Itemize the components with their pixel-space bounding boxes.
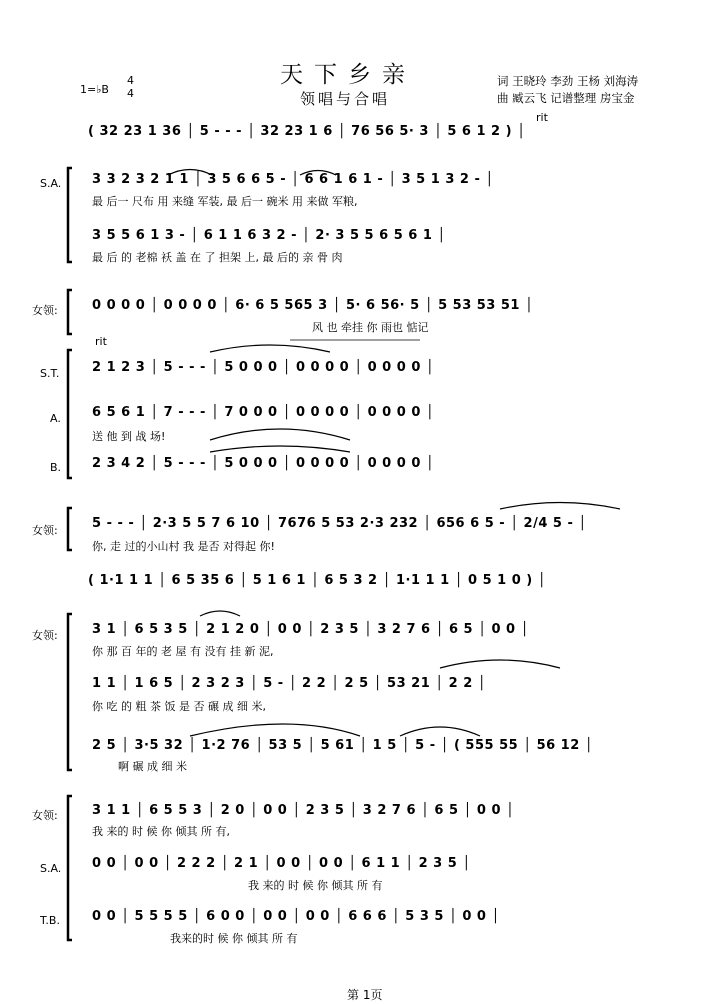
sa-lyrics-line3: 我 来的 时 候 你 倾其 所 有: [248, 879, 383, 892]
bracket-final: [68, 796, 72, 940]
slur-7: [200, 611, 240, 616]
meter-top: 4: [127, 74, 134, 87]
part-label-lead-4: 女领:: [32, 809, 58, 822]
part-label-tb: T.B.: [40, 914, 60, 927]
lead-notes-line2: 5 - - - │ 2·3 5 5 7 6 10 │ 7676 5 53 2·3 232 │ 656 6 5 - │ 2/4 5 - │: [92, 516, 587, 531]
slur-2: [300, 171, 336, 176]
b-notes: 2 3 4 2 │ 5 - - - │ 5 0 0 0 │ 0 0 0 0 │ 0 0 0 0 │: [92, 456, 435, 471]
slur-6: [500, 503, 620, 510]
intro-line: ( 32 23 1 36 │ 5 - - - │ 32 23 1 6 │ 76 56 5· 3 │ 5 6 1 2 ) │: [88, 124, 526, 139]
slur-8: [440, 660, 560, 668]
rit-marking-2: rit: [95, 335, 107, 348]
bracket-lead-3: [68, 614, 72, 770]
slur-4: [210, 429, 350, 440]
sa-lyrics-line2: 最 后 的 老棉 袄 盖 在 了 担架 上, 最 后的 亲 骨 肉: [92, 251, 343, 264]
lead-notes-line1: 0 0 0 0 │ 0 0 0 0 │ 6· 6 5 565 3 │ 5· 6 56· 5 │ 5 53 53 51 │: [92, 298, 534, 313]
page-number: 第 1页: [347, 988, 383, 1002]
slur-9: [190, 724, 360, 736]
sa-lyrics-line1: 最 后一 尺布 用 来缝 军装, 最 后一 碗米 用 来做 军粮,: [92, 195, 358, 208]
lead-notes-line4: 1 1 │ 1 6 5 │ 2 3 2 3 │ 5 - │ 2 2 │ 2 5 │ 53 21 │ 2 2 │: [92, 676, 487, 691]
bracket-lead-2: [68, 508, 72, 550]
part-label-lead: 女领:: [32, 304, 58, 317]
key-signature: 1=♭B: [80, 83, 109, 96]
lead-lyrics-line5: 啊 碾 成 细 米: [118, 760, 187, 773]
sa-notes-line2: 3 5 5 6 1 3 - │ 6 1 1 6 3 2 - │ 2· 3 5 5 6 5 6 1 │: [92, 228, 446, 243]
lead-notes-line5: 2 5 │ 3·5 32 │ 1·2 76 │ 53 5 │ 5 61 │ 1 5 │ 5 - │ ( 555 55 │ 56 12 │: [92, 738, 594, 753]
part-label-sa-2: S.A.: [40, 862, 62, 875]
rit-marking: rit: [536, 111, 548, 124]
bracket-lead-1: [68, 290, 72, 334]
a-notes: 6 5 6 1 │ 7 - - - │ 7 0 0 0 │ 0 0 0 0 │ 0 0 0 0 │: [92, 405, 435, 420]
tb-lyrics: 我来的时 候 你 倾其 所 有: [170, 932, 298, 945]
song-title: 天下乡亲: [280, 62, 416, 88]
lead-notes-line6: 3 1 1 │ 6 5 5 3 │ 2 0 │ 0 0 │ 2 3 5 │ 3 2 7 6 │ 6 5 │ 0 0 │: [92, 803, 515, 818]
part-label-st: S.T.: [40, 367, 60, 380]
lyricist-credit: 词 王晓玲 李劲 王杨 刘海涛: [497, 74, 639, 88]
lead-lyrics-line2: 你, 走 过的小山村 我 是否 对得起 你!: [92, 540, 275, 553]
slur-5: [210, 446, 350, 452]
slur-1: [168, 170, 212, 176]
lead-notes-line3: 3 1 │ 6 5 3 5 │ 2 1 2 0 │ 0 0 │ 2 3 5 │ 3 2 7 6 │ 6 5 │ 0 0 │: [92, 622, 529, 637]
st-notes: 2 1 2 3 │ 5 - - - │ 5 0 0 0 │ 0 0 0 0 │ 0 0 0 0 │: [92, 360, 435, 375]
lead-lyrics-line4: 你 吃 的 粗 茶 饭 是 否 碾 成 细 米,: [92, 700, 266, 713]
part-label-sa: S.A.: [40, 177, 62, 190]
a-lyrics: 送 他 到 战 场!: [92, 430, 166, 443]
tb-notes: 0 0 │ 5 5 5 5 │ 6 0 0 │ 0 0 │ 0 0 │ 6 6 6 │ 5 3 5 │ 0 0 │: [92, 909, 500, 924]
part-label-lead-2: 女领:: [32, 524, 58, 537]
part-label-b: B.: [50, 461, 62, 474]
meter-bottom: 4: [127, 87, 134, 100]
composer-credit: 曲 臧云飞 记谱整理 房宝金: [497, 91, 635, 105]
lead-lyrics-line1: 风 也 牵挂 你 雨也 惦记: [312, 321, 429, 334]
lead-lyrics-line3: 你 那 百 年的 老 屋 有 没有 挂 新 泥,: [92, 645, 274, 658]
sa-notes-line1: 3 3 2 3 2 1 1 │ 3 5 6 6 5 - │ 6 6 1 6 1 - │ 3 5 1 3 2 - │: [92, 172, 494, 187]
interlude-line: ( 1·1 1 1 │ 6 5 35 6 │ 5 1 6 1 │ 6 5 3 2 │ 1·1 1 1 │ 0 5 1 0 ) │: [88, 573, 547, 588]
bracket-sa: [68, 168, 72, 262]
sa-notes-line3: 0 0 │ 0 0 │ 2 2 2 │ 2 1 │ 0 0 │ 0 0 │ 6 1 1 │ 2 3 5 │: [92, 856, 471, 871]
slur-3: [210, 345, 330, 352]
song-subtitle: 领唱与合唱: [300, 90, 391, 108]
part-label-a: A.: [50, 412, 61, 425]
part-label-lead-3: 女领:: [32, 629, 58, 642]
slur-10: [400, 727, 480, 736]
bracket-choir: [68, 350, 72, 478]
lead-lyrics-line6: 我 来的 时 候 你 倾其 所 有,: [92, 825, 230, 838]
